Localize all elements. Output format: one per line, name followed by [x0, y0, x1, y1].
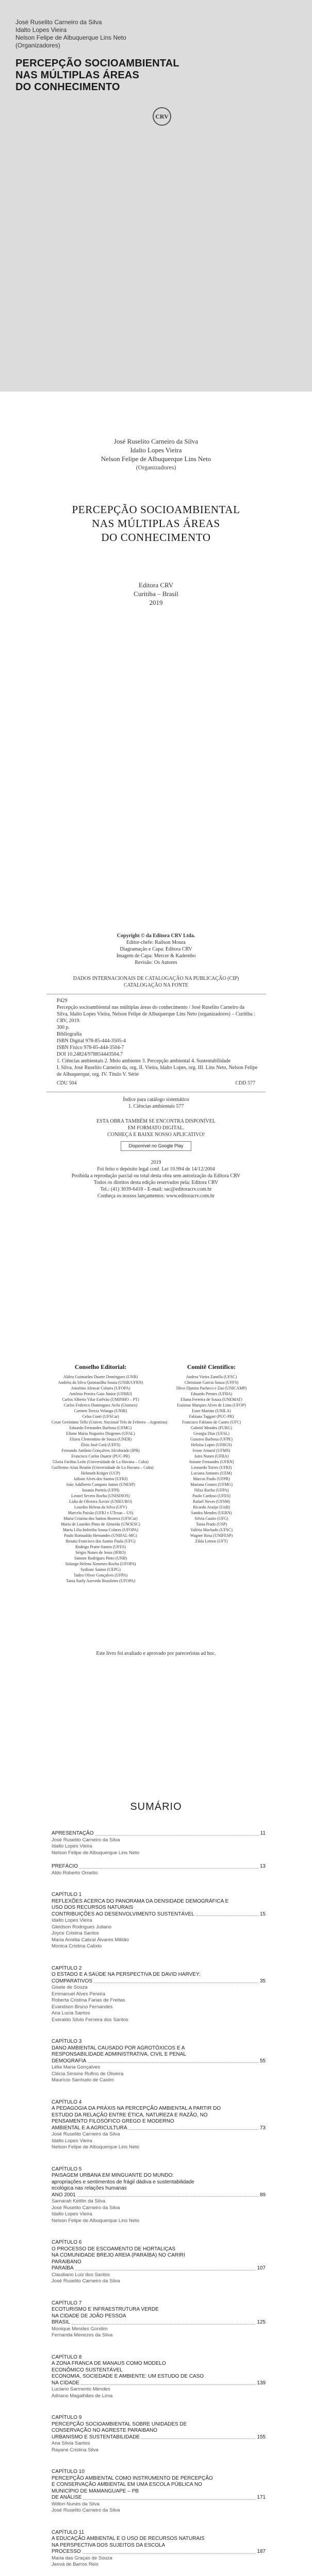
editorial-member: Elizeu Clementino de Souza (UNEB) — [70, 1437, 132, 1442]
toc-entry-author: Nelson Felipe de Albuquerque Lins Neto — [52, 1850, 140, 1856]
toc-title-row — [52, 2265, 266, 2272]
editorial-member: Fernando Antônio Gonçalves Alcoforado (IPB) — [61, 1448, 140, 1453]
toc-title-row — [52, 2125, 266, 2132]
editorial-board — [52, 1363, 168, 1584]
toc-entry-title-line: PAISAGEM URBANA EM MINGUANTE DO MUNDO: — [52, 2173, 174, 2178]
toc-entry[interactable] — [52, 2354, 266, 2400]
toc-title-row — [52, 1978, 266, 1985]
editorial-member: Aldira Guimarães Duarte Domínguez (UNB) — [63, 1375, 138, 1379]
cip-line: CRV, 2019. — [57, 1018, 80, 1024]
publisher-name: Editora CRV — [138, 581, 174, 589]
toc-entry-title: NA CIDADE — [52, 2380, 79, 2386]
toc-entry-title-line: MUNICÍPIO DE MAMANGUAPE – PB — [52, 2488, 139, 2494]
editorial-member: Lourdes Helena da Silva (UFV) — [74, 1505, 127, 1510]
scientific-member: Gustavo Barbosa (UFPE) — [190, 1437, 233, 1442]
toc-entry[interactable] — [52, 1965, 266, 2024]
scientific-member: Georgia Dias (UFAL) — [193, 1431, 229, 1436]
toc-entry-title-line: A PEDAGOGIA DA PRÁXIS NA PERCEPÇÃO AMBIENTAL A PARTIR DO — [52, 2106, 221, 2111]
scientific-member: Paulo Cardoso (UFES) — [192, 1494, 231, 1498]
toc-leader-dots — [79, 1868, 258, 1869]
cip-line: I. Silva, José Ruselito Carneiro da, org. II. Vieira, Idalto Lopes, org. III. Lins Neto, Nelson Felipe — [57, 1065, 258, 1071]
toc-entry-author: Idalto Lopes Vieira — [52, 1843, 92, 1849]
title-page-title-line: NAS MÚLTIPLAS ÁREAS — [92, 517, 220, 530]
toc-entry-title: COMPARATIVOS — [52, 1978, 93, 1984]
toc-entry-title-line: ESTUDO DA RELAÇÃO ENTRE ÉTICA, NATUREZA E RAZÃO, NO — [52, 2112, 208, 2118]
toc-entry-title: CONTRIBUIÇÕES AO DESENVOLVIMENTO SUSTENTÁVEL — [52, 1911, 194, 1917]
scientific-member: Marcos Paulo (UFPR) — [193, 1477, 230, 1481]
toc-page-number: 35 — [259, 1978, 266, 1984]
toc-page-number: 73 — [259, 2125, 266, 2131]
toc-chapter-label: CAPÍTULO 8 — [52, 2354, 82, 2360]
editorial-member: Carlos Federico Dominguez Avila (Unieuro) — [63, 1403, 138, 1408]
scientific-member: Eliana Ferreira de Souza (UNEMAT) — [180, 1397, 242, 1402]
scientific-member: Christiane Garcia Souza (UFFS) — [184, 1380, 239, 1385]
editorial-member: Marcelo Paixão (UFRJ e UTexas – US) — [68, 1511, 134, 1515]
toc-entry-author: Nelson Felipe de Albuquerque Lins Neto — [52, 2217, 140, 2224]
toc-entry-title: AMBIENTAL E A AGRICULTURA — [52, 2125, 127, 2131]
editorial-board-heading: Conselho Editorial: — [74, 1363, 127, 1370]
scientific-committee — [162, 1363, 260, 1584]
toc-entry-author: Maria das Graças de Souza — [52, 2555, 112, 2561]
toc-entry-title: APRESENTAÇÃO — [52, 1831, 94, 1836]
toc-entry-author: Gisele de Souza — [52, 1985, 88, 1990]
editorial-member: Carlos Alberto Vilar Estêvão (UMINHO – PT) — [62, 1397, 139, 1402]
toc-entry-title-line: USO DOS RECURSOS NATURAIS — [52, 1905, 134, 1910]
toc-entry-title-line: REFLEXÕES ACERCA DO PANORAMA DA DENSIDADE DEMOGRÁFICA E — [52, 1898, 229, 1904]
cip-line: de Albuquerque, org. IV. Título V. Série — [57, 1072, 139, 1077]
editorial-member: Maria Cristina dos Santos Bezerra (UFSCar) — [63, 1516, 138, 1521]
editorial-member: Eduardo Fernandes Barbosa (UFMG) — [69, 1426, 132, 1430]
scientific-member: Andrea Vieira Zanella (UFSC) — [186, 1375, 237, 1379]
toc-entry-title-line: NA PERSPECTIVA DOS SUJEITOS DA ESCOLA — [52, 2542, 166, 2548]
scientific-member: Josiane Fernandes (UFRN) — [189, 1460, 234, 1464]
scientific-member: Jairo Nunes (UFBA) — [194, 1454, 229, 1459]
toc-entry-author: Joyce Cristina Santos — [52, 1930, 99, 1936]
toc-entry-title-line: ecológica nas relações humanas — [52, 2185, 127, 2191]
toc-entry[interactable] — [52, 2300, 266, 2339]
toc-title-row — [52, 2495, 266, 2501]
editorial-member: João Adalberto Campato Junior (UNESP) — [66, 1482, 135, 1487]
toc-title-row — [52, 2434, 266, 2441]
scientific-member: Gabriel Mendes (FURG) — [191, 1426, 232, 1430]
toc-title-row — [52, 1863, 266, 1870]
toc-entry-title-line: RESPONSABILIDADE ADMINISTRATIVA, CIVIL E PENAL — [52, 2052, 186, 2057]
toc-entry-author: José Ruselito Carneiro da Silva — [52, 2131, 120, 2137]
toc-leader-dots — [95, 1835, 259, 1836]
index-entry: 1. Ciências ambientais 577 — [128, 1104, 184, 1109]
imprint-head-line: Imagem de Capa: Mercer & Kadembo — [116, 953, 196, 959]
imprint-header — [0, 933, 312, 966]
peer-review-note: Este livro foi avaliado e aprovado por pareceristas ad hoc. — [96, 1651, 216, 1656]
scientific-member: Fabiana Taggart (PUC-PR) — [189, 1414, 234, 1419]
table-of-contents-page — [0, 1772, 312, 2576]
cip-line: ISBN Físico 978-85-444-3504-7 — [57, 1045, 124, 1050]
toc-entry-title: ANO 2001 — [52, 2192, 76, 2198]
toc-leader-dots — [94, 1982, 258, 1983]
toc-entry-title-line: ECONÔMICO SUSTENTÁVEL — [52, 2367, 123, 2373]
legal-notice — [0, 1159, 312, 1199]
editorial-member: Paulo Romualdo Hernandes (UNIFAL-MG) — [64, 1533, 137, 1538]
toc-title-row — [52, 2192, 266, 2199]
toc-entry-title-line: PENSAMENTO FILOSÓFICO GREGO E MODERNO — [52, 2119, 174, 2124]
legal-line: Proibida a reprodução parcial ou total desta obra sem autorização da Editora CRV — [71, 1173, 241, 1179]
toc-entry-title-line: NA CIDADE DE JOÃO PESSOA — [52, 2313, 126, 2319]
toc-chapter-label: CAPÍTULO 11 — [52, 2529, 85, 2535]
toc-entry-title-line: ECONOMIA, SOCIEDADE E AMBIENTE: UM ESTUDO DE CASO — [52, 2374, 204, 2379]
toc-chapter-label: CAPÍTULO 4 — [52, 2099, 82, 2105]
digital-notice-line: ESTA OBRA TAMBÉM SE ENCONTRA DISPONÍVEL — [96, 1118, 216, 1124]
cip-line: DOI 10.24824/978854443504.7 — [57, 1052, 123, 1057]
scientific-member: Rafael Neves (UFSM) — [193, 1499, 230, 1504]
editorial-member: Cesar Gerónimo Tello (Univer. Nacional Três de Febrero – Argentina) — [52, 1420, 168, 1425]
toc-entry-author: Lélia Maria Gonçalves — [52, 2064, 100, 2070]
editorial-member: Renato Francisco dos Santos Paula (UFG) — [65, 1539, 136, 1544]
toc-page-number: 15 — [259, 1911, 266, 1917]
toc-chapter-label: CAPÍTULO 3 — [52, 2039, 82, 2044]
legal-year: 2019 — [151, 1160, 161, 1165]
toc-entry-author: Wilton Nunes da Silva — [52, 2501, 100, 2507]
imprint-page — [0, 902, 312, 1329]
scientific-member: Sandra Mendes (UERN) — [191, 1511, 232, 1515]
scientific-member: Leonardo Torres (UFRJ) — [191, 1465, 232, 1470]
book-cover — [0, 0, 312, 392]
toc-entry-author: Rayane Cristina Silva — [52, 2447, 98, 2453]
title-page-publisher — [0, 581, 312, 607]
toc-entry[interactable] — [52, 2039, 266, 2084]
editorial-member: Carmen Tereza Velanga (UNIR) — [74, 1409, 127, 1413]
toc-entry-title: PROCESSO — [52, 2549, 81, 2554]
editorial-member: Josania Portela (UFPI) — [81, 1488, 120, 1493]
scientific-member: Eduardo Prestes (UFBA) — [190, 1392, 233, 1396]
toc-leader-dots — [77, 2196, 258, 2197]
cover-organizers-label: (Organizadores) — [15, 42, 60, 49]
toc-entry[interactable] — [52, 2240, 266, 2285]
toc-entry-author: Samarah Kettlin da Silva — [52, 2198, 106, 2204]
toc-entry[interactable] — [52, 2415, 266, 2453]
editorial-member: Tadeu Oliver Gonçalves (UFPA) — [73, 1573, 128, 1578]
toc-title-row — [52, 1831, 266, 1837]
cover-editors — [15, 19, 126, 49]
toc-entry-author: Claudiano Luiz dos Santos — [52, 2272, 110, 2278]
toc-entry[interactable] — [52, 1863, 266, 1876]
website-line: Conheça os nossos lançamentos: www.editoracrv.com.br — [97, 1193, 215, 1199]
toc-page-number: 13 — [259, 1863, 266, 1869]
editorial-member: Jailson Alves dos Santos (UFRJ) — [73, 1477, 128, 1481]
toc-chapter-label: CAPÍTULO 6 — [52, 2240, 82, 2245]
toc-page-number: 89 — [259, 2192, 266, 2198]
publisher-city: Curitiba – Brasil — [134, 590, 178, 598]
toc-entry-title-line: A EDUCAÇÃO AMBIENTAL E O USO DE RECURSOS NATURAIS — [52, 2536, 205, 2541]
toc-entry-title-line: O ESTADO E A SAÚDE NA PERSPECTIVA DE DAVID HARVEY: — [52, 1972, 201, 1977]
toc-entry-title-line: A ZONA FRANCA DE MANAUS COMO MODELO — [52, 2361, 166, 2366]
councils-page — [0, 1329, 312, 1772]
toc-entry-title-line: ECOTURISMO E INFRAESTRUTURA VERDE — [52, 2307, 159, 2312]
toc-entry-title: BRASIL — [52, 2319, 70, 2325]
editorial-member: Élsio José Corá (UFFS) — [80, 1443, 121, 1447]
toc-entry-author: Maria Amélia Cabral Álvares Militão — [52, 1937, 129, 1943]
legal-line: Todos os direitos desta edição reservados pela: Editora CRV — [93, 1180, 219, 1185]
editorial-member: Sydione Santos (UEPG) — [80, 1567, 121, 1572]
editorial-member: Leonel Severo Rocha (UNISINOS) — [71, 1494, 130, 1498]
editorial-member: Antônio Pereira Gaio Júnior (UFRRJ) — [69, 1392, 132, 1396]
title-page-organizers-label: (Organizadores) — [136, 464, 176, 471]
cip-line: 1. Ciências ambientais 2. Meio ambiente 3. Percepção ambiental 4. Sustentabilidade — [57, 1058, 231, 1064]
digital-notice-line: EM FORMATO DIGITAL. — [127, 1125, 185, 1131]
toc-entry-author: Jeová de Barros Reis — [52, 2562, 98, 2567]
editorial-member: Rodrigo Pratte-Santos (UFES) — [75, 1545, 126, 1549]
cataloguing-title: DADOS INTERNACIONAIS DE CATALOGAÇÃO NA PUBLICAÇÃO (CIP) — [73, 976, 239, 981]
toc-entry-title-line: PERCEPÇÃO AMBIENTAL COMO INSTRUMENTO DE PERCEPÇÃO — [52, 2475, 213, 2481]
scientific-member: Euzimar Marques Alves de Lima (UFOP) — [177, 1403, 246, 1408]
scientific-member: Ivone Amaral (UFMS) — [192, 1448, 231, 1453]
toc-entry-author: Idalto Lopes Vieira — [52, 1918, 92, 1923]
editorial-board-list — [52, 1374, 168, 1584]
toc-entry-author: Everaldo Silvio Ferreira dos Santos — [52, 2016, 128, 2023]
toc-entry-author: José Ruselito Carneiro da Silva — [52, 2278, 120, 2284]
cip-line: P429 — [57, 998, 68, 1004]
toc-entry[interactable] — [52, 1892, 266, 1950]
editorial-member: Lídia de Oliveira Xavier (UNIEURO) — [69, 1499, 132, 1504]
cover-editor: Idalto Lopes Vieira — [15, 26, 67, 33]
cover-title-line: DO CONHECIMENTO — [15, 81, 120, 93]
toc-entry-title-line: DANO AMBIENTAL CAUSADO POR AGROTÓXICOS E A — [52, 2045, 185, 2051]
title-page-editor: José Ruselito Carneiro da Silva — [113, 437, 199, 445]
cover-editor: José Ruselito Carneiro da Silva — [15, 19, 102, 26]
cip-line: Percepção socioambiental nas múltiplas áreas do conhecimento / José Ruselito Carneiro da — [57, 1005, 245, 1010]
editorial-member: Solange Helena Ximenes-Rocha (UFOPA) — [65, 1562, 136, 1566]
imprint-head-line: Diagramação e Capa: Editora CRV — [120, 946, 192, 952]
scientific-member: Nilza Rocha (UFPA) — [194, 1488, 229, 1493]
cip-line: 300 p. — [57, 1025, 70, 1030]
editorial-member: Maria de Lourdes Pinto de Almeida (UNOESC) — [61, 1522, 140, 1527]
toc-entry-author: Maurício Sanhudo de Castro — [52, 2077, 114, 2083]
scientific-member: Luciana Antunes (UEM) — [191, 1471, 232, 1476]
toc-entry-title-line: apropriações e sentimentos de frágil dádiva e sustentabilidade — [52, 2179, 194, 2185]
publication-year: 2019 — [149, 599, 163, 606]
classification-codes — [57, 1080, 255, 1087]
scientific-committee-heading: Comitê Científico: — [187, 1363, 236, 1370]
cover-editor: Nelson Felipe de Albuquerque Lins Neto — [15, 34, 126, 41]
editorial-member: Sérgio Nunes de Jesus (IFRO) — [75, 1550, 126, 1555]
toc-chapter-label: CAPÍTULO 2 — [52, 1965, 82, 1971]
scientific-member: Mariana Gomes (UFMG) — [190, 1482, 233, 1487]
editorial-member: Gloria Fariñas León (Universidade de La Havana – Cuba) — [53, 1460, 149, 1464]
cip-record — [57, 997, 258, 1078]
toc-entry-title: DE ANÁLISE — [52, 2495, 82, 2500]
toc-entry-title: PREFÁCIO — [52, 1863, 78, 1869]
toc-entry-author: Nelson Felipe de Albuquerque Lins Neto — [52, 2144, 140, 2150]
toc-entry-title-line: PERCEPÇÃO SOCIOAMBIENTAL SOBRE UNIDADES DE — [52, 2421, 187, 2427]
scientific-member: Tania Prado (USP) — [195, 1522, 227, 1527]
toc-chapter-label: CAPÍTULO 9 — [52, 2415, 82, 2420]
editorial-member: Guillermo Arias Beatón (Universidade de La Havana – Cuba) — [52, 1465, 154, 1470]
toc-chapter-label: CAPÍTULO 5 — [52, 2166, 82, 2172]
cip-line: Silva, Idalto Lopes Vieira, Nelson Felipe de Albuquerque Lins Neto (organizadores) – Curitiba : — [57, 1011, 255, 1017]
toc-leader-dots — [88, 2062, 258, 2063]
editorial-member: Anselmo Alencar Colares (UFOPA) — [71, 1386, 130, 1391]
cover-title-line: PERCEPÇÃO SOCIOAMBIENTAL — [15, 58, 179, 69]
toc-page-number: 139 — [257, 2380, 266, 2386]
toc-page-number: 125 — [257, 2319, 266, 2325]
scientific-member: Wagner Rosa (UNIFESP) — [190, 1533, 233, 1538]
toc-page-number: 171 — [257, 2495, 266, 2500]
title-page-title-line: PERCEPÇÃO SOCIOAMBIENTAL — [72, 503, 240, 516]
editorial-member: Helmuth Krüger (UCP) — [81, 1471, 120, 1476]
cataloguing-subtitle: CATALOGAÇÃO NA FONTE — [123, 982, 189, 988]
google-play-badge[interactable]: Disponível no Google Play — [121, 1141, 191, 1151]
title-page-editor: Idalto Lopes Vieira — [130, 446, 182, 454]
scientific-member: Zilda Lemos (UFT) — [195, 1539, 228, 1544]
scientific-member: Heloísa Lopes (UFRGS) — [191, 1443, 232, 1447]
toc-title-row — [52, 2380, 266, 2387]
toc-entry-author: José Ruselito Carneiro da Silva — [52, 2507, 120, 2513]
cover-title-line: NAS MÚLTIPLAS ÁREAS — [15, 70, 140, 81]
toc-entry-title-line: NA COMUNIDADE BREJO AREIA (PARAÍBA) NO CARIRI — [52, 2252, 185, 2258]
legal-line: Foi feito o depósito legal conf. Lei 10.994 de 14/12/2004 — [97, 1166, 215, 1172]
toc-chapter-label: CAPÍTULO 10 — [52, 2469, 85, 2475]
toc-entry[interactable] — [52, 2530, 266, 2568]
editorial-member: Tania Suely Azevedo Brasileiro (UFOPA) — [65, 1579, 136, 1583]
editorial-member: Francisco Carlos Duarte (PUC-PR) — [71, 1454, 130, 1459]
toc-entry-author: Monique Mendes Gondim — [52, 2326, 108, 2332]
publisher-logo: CRV — [153, 107, 171, 126]
toc-entry-title-line: PARAIBANO — [52, 2259, 81, 2265]
toc-entry[interactable] — [52, 2099, 266, 2151]
toc-entry-author: Ana Lucia Santos — [52, 2010, 90, 2016]
toc-entry-title: URBANISMO E SUSTENTABILIDADE — [52, 2434, 140, 2440]
toc-title-row — [52, 2319, 266, 2326]
cdd-code: CDD 577 — [235, 1080, 255, 1086]
title-page-title — [0, 503, 312, 545]
toc-entry-author: Emmanuel Alves Pereira — [52, 1991, 106, 1997]
table-of-contents-title: SUMÁRIO — [130, 1801, 182, 1812]
toc-leader-dots — [72, 2324, 256, 2325]
title-page-title-line: DO CONHECIMENTO — [101, 531, 211, 544]
toc-entry-author: Roberta Cristina Farias de Freitas — [52, 1997, 125, 2003]
toc-entry-author: Fernanda Menezes da Silva — [52, 2332, 113, 2338]
toc-entry-author: Clécia Simone Rufino de Oliveira — [52, 2071, 124, 2077]
contact-line: Tel.: (41) 3039-6418 - E-mail: sac@editoracrv.com.br — [100, 1187, 212, 1192]
scientific-member: Ester Martins (UNILA) — [192, 1409, 231, 1413]
toc-page-number: 187 — [257, 2549, 266, 2554]
toc-entry-title: DEMOGRAFIA — [52, 2058, 87, 2064]
toc-entry-author: José Ruselito Carneiro da Silva — [52, 2205, 120, 2211]
toc-leader-dots — [81, 2384, 255, 2385]
title-page-editors — [0, 437, 312, 472]
toc-title-row — [52, 2549, 266, 2555]
scientific-committee-list — [162, 1374, 260, 1544]
toc-title-row — [52, 1911, 266, 1918]
editorial-member: Celso Conti (UFSCar) — [82, 1414, 119, 1419]
toc-entry-author: Idalto Lopes Vieira — [52, 2211, 92, 2217]
imprint-head-line: Revisão: Os Autores — [135, 960, 177, 965]
editorial-member: Andréia da Silva Quintanilha Sousa (UNIR/UFRN) — [58, 1380, 143, 1385]
imprint-head-line: Editor-chefe: Railson Moura — [126, 940, 186, 945]
copyright-line: Copyright © da Editora CRV Ltda. — [117, 933, 195, 939]
toc-entry-author: Monica Cristina Calixto — [52, 1943, 102, 1949]
toc-leader-dots — [141, 2438, 255, 2439]
toc-entry-author: Luciano Sarmento Mendes — [52, 2386, 110, 2392]
editorial-member: Elione Maria Nogueira Diogenes (UFAL) — [66, 1431, 135, 1436]
scientific-member: Ricardo Araújo (UnB) — [193, 1505, 230, 1510]
cip-line: Bibliografia — [57, 1031, 82, 1037]
cdu-code: CDU 504 — [57, 1080, 77, 1086]
editorial-member: Simone Rodrigues Pinto (UNB) — [74, 1556, 127, 1561]
cip-line: ISBN Digital 978-85-444-3505-4 — [57, 1038, 126, 1044]
toc-entry-title-line: CONSERVAÇÃO NO AGRESTE PARAIBANO — [52, 2428, 158, 2433]
toc-entry-title: PARAÍBA — [52, 2265, 74, 2271]
toc-page-number: 55 — [259, 2058, 266, 2064]
toc-page-number: 11 — [260, 1831, 266, 1836]
scientific-member: Silvia Castro (UFG) — [194, 1516, 228, 1521]
editorial-member: Maria Lília Imbiriba Sousa Colares (UFOPA) — [62, 1528, 139, 1532]
toc-page-number: 155 — [257, 2434, 266, 2440]
toc-entry-author: Aldo Roberto Ometto — [52, 1870, 98, 1876]
toc-leader-dots — [129, 2129, 258, 2130]
toc-entry-author: José Ruselito Carneiro da Silva — [52, 1837, 120, 1843]
toc-page-number: 107 — [257, 2265, 266, 2271]
toc-entry-title-line: O PROCESSO DE ESCOAMENTO DE HORTALIÇAS — [52, 2246, 176, 2252]
toc-entry-author: Idalto Lopes Vieira — [52, 2138, 92, 2144]
toc-chapter-label: CAPÍTULO 1 — [52, 1892, 82, 1897]
toc-leader-dots — [83, 2553, 256, 2554]
toc-entry[interactable] — [52, 1831, 266, 1856]
toc-entry-author: Ana Silvia Santos — [52, 2441, 90, 2446]
digital-notice-line: CONHEÇA E BAIXE NOSSO APLICATIVO! — [107, 1132, 205, 1138]
toc-entry[interactable] — [52, 2469, 266, 2514]
cover-title — [15, 58, 179, 93]
index-heading: Índice para catálogo sistemático — [123, 1097, 189, 1103]
scientific-member: Valéria Machado (UFSC) — [190, 1528, 233, 1532]
scientific-member: Dirce Djanira Pacheco e Zan (UNICAMP) — [176, 1386, 247, 1391]
title-page-editor: Nelson Felipe de Albuquerque Lins Neto — [101, 455, 211, 463]
toc-entry-author: Gleidson Rodrigues Juliano — [52, 1924, 112, 1930]
toc-entry-title-line: E CONSERVAÇÃO AMBIENTAL EM UMA ESCOLA PÚBLICA NO — [52, 2482, 202, 2487]
toc-entry-author: Adriano Magalhães de Lima — [52, 2393, 113, 2399]
toc-leader-dots — [83, 2499, 255, 2500]
toc-entry[interactable] — [52, 2166, 266, 2225]
digital-edition-notice — [0, 1118, 312, 1151]
toc-entry-author: Evandson Bruno Fernandes — [52, 2004, 113, 2010]
title-page — [0, 392, 312, 902]
toc-title-row — [52, 2058, 266, 2065]
table-of-contents-list — [52, 1831, 266, 2576]
toc-chapter-label: CAPÍTULO 7 — [52, 2300, 82, 2306]
scientific-member: Francisco Fabiano de Castro (UFC) — [182, 1420, 241, 1425]
